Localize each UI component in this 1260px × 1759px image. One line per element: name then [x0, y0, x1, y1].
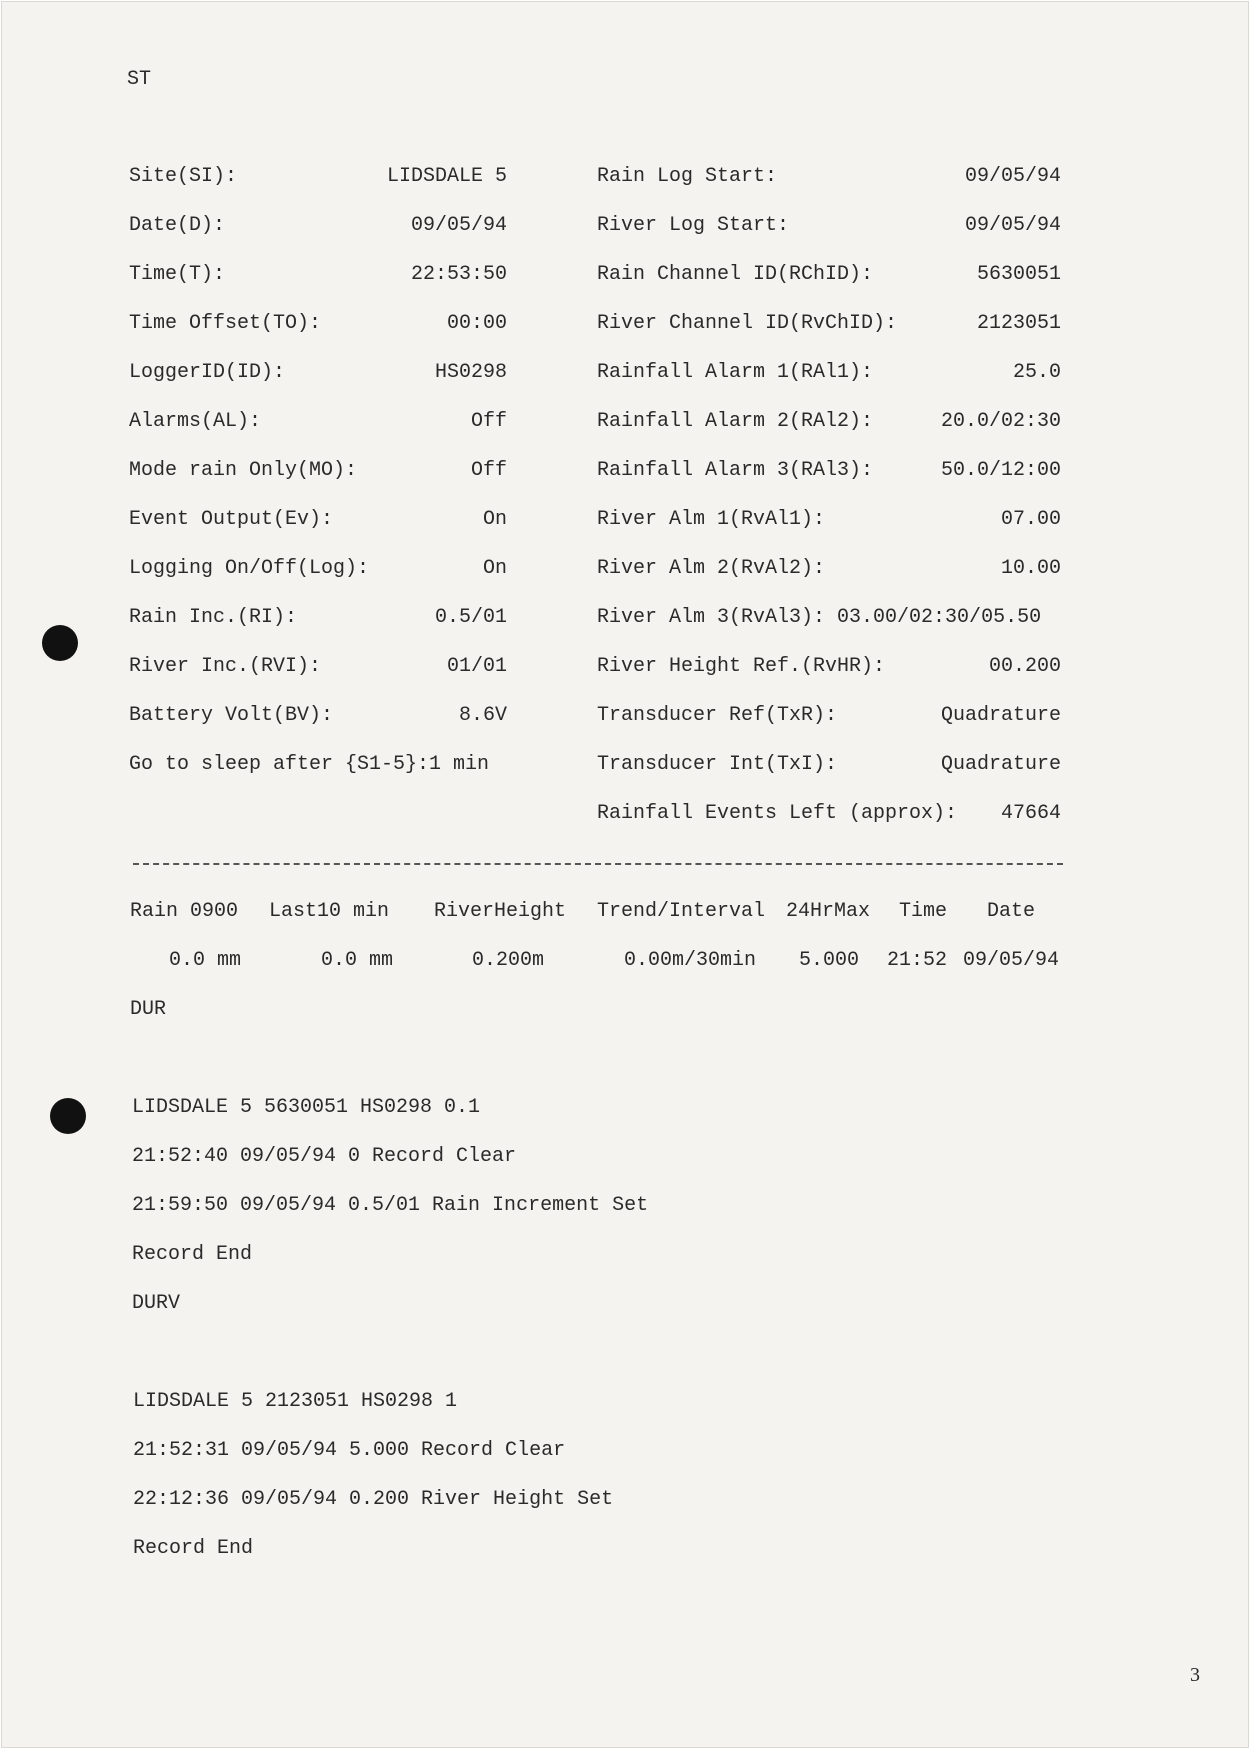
right-label: Rainfall Alarm 1(RAl1): — [597, 361, 874, 384]
durv-title: DURV — [132, 1292, 181, 1315]
left-label: River Inc.(RVI): — [129, 655, 322, 678]
right-value: 09/05/94 — [964, 214, 1061, 237]
right-label: Rainfall Alarm 3(RAl3): — [597, 459, 874, 482]
punch-hole-bottom — [50, 1098, 86, 1134]
summary-value: 5.000 — [799, 949, 860, 972]
right-value: 50.0/12:00 — [940, 459, 1061, 482]
header-code: ST — [127, 68, 152, 91]
right-value: Quadrature — [940, 753, 1061, 776]
left-label: LoggerID(ID): — [129, 361, 286, 384]
right-label: River Alm 2(RvAl2): — [597, 557, 826, 580]
right-value: 2123051 — [976, 312, 1061, 335]
summary-value: 0.00m/30min — [624, 949, 757, 972]
right-label: River Alm 1(RvAl1): — [597, 508, 826, 531]
summary-header: Last10 min — [269, 900, 390, 923]
dashed-separator — [133, 863, 1063, 865]
right-value: 10.00 — [1000, 557, 1061, 580]
summary-value: 0.0 mm — [321, 949, 394, 972]
left-value: On — [482, 557, 507, 580]
summary-header: Trend/Interval — [597, 900, 766, 923]
left-value: 0.5/01 — [434, 606, 507, 629]
document-page — [2, 2, 1248, 1747]
summary-header: RiverHeight — [434, 900, 567, 923]
right-label: River Alm 3(RvAl3): 03.00/02:30/05.50 — [597, 606, 1042, 629]
right-value: 5630051 — [976, 263, 1061, 286]
durv-line: 22:12:36 09/05/94 0.200 River Height Set — [133, 1488, 614, 1511]
left-label: Time Offset(TO): — [129, 312, 322, 335]
right-label: Rainfall Alarm 2(RAl2): — [597, 410, 874, 433]
durv-line: LIDSDALE 5 2123051 HS0298 1 — [133, 1390, 458, 1413]
right-label: Transducer Int(TxI): — [597, 753, 838, 776]
dur-line: 21:52:40 09/05/94 0 Record Clear — [132, 1145, 517, 1168]
left-value: 00:00 — [446, 312, 507, 335]
right-label: Transducer Ref(TxR): — [597, 704, 838, 727]
left-label: Battery Volt(BV): — [129, 704, 334, 727]
page-number: 3 — [1190, 1664, 1200, 1686]
summary-value: 0.200m — [472, 949, 545, 972]
right-label: River Log Start: — [597, 214, 790, 237]
left-value: 22:53:50 — [410, 263, 507, 286]
left-value: Off — [470, 410, 507, 433]
right-value: 09/05/94 — [964, 165, 1061, 188]
left-value: 09/05/94 — [410, 214, 507, 237]
dur-line: LIDSDALE 5 5630051 HS0298 0.1 — [132, 1096, 481, 1119]
summary-value: 0.0 mm — [169, 949, 242, 972]
summary-header: Date — [987, 900, 1036, 923]
right-value: 25.0 — [1012, 361, 1061, 384]
left-value: 8.6V — [458, 704, 507, 727]
durv-line: 21:52:31 09/05/94 5.000 Record Clear — [133, 1439, 566, 1462]
durv-line: Record End — [133, 1537, 254, 1560]
right-label: Rain Log Start: — [597, 165, 778, 188]
left-label: Rain Inc.(RI): — [129, 606, 298, 629]
left-value: 01/01 — [446, 655, 507, 678]
left-label: Date(D): — [129, 214, 226, 237]
dur-line: Record End — [132, 1243, 253, 1266]
summary-header: 24HrMax — [786, 900, 871, 923]
left-label: Mode rain Only(MO): — [129, 459, 358, 482]
left-value: On — [482, 508, 507, 531]
right-value: 07.00 — [1000, 508, 1061, 531]
right-value: 47664 — [1000, 802, 1061, 825]
summary-header: Rain 0900 — [130, 900, 239, 923]
left-value: Off — [470, 459, 507, 482]
summary-value: 21:52 — [887, 949, 948, 972]
left-label: Go to sleep after {S1-5}:1 min — [129, 753, 490, 776]
left-label: Logging On/Off(Log): — [129, 557, 370, 580]
summary-value: 09/05/94 — [963, 949, 1060, 972]
left-value: HS0298 — [434, 361, 507, 384]
right-value: 00.200 — [988, 655, 1061, 678]
right-value: Quadrature — [940, 704, 1061, 727]
right-label: River Channel ID(RvChID): — [597, 312, 898, 335]
right-label: Rain Channel ID(RChID): — [597, 263, 874, 286]
left-label: Alarms(AL): — [129, 410, 262, 433]
dur-line: 21:59:50 09/05/94 0.5/01 Rain Increment Set — [132, 1194, 649, 1217]
left-label: Time(T): — [129, 263, 226, 286]
summary-header: Time — [899, 900, 948, 923]
left-label: Site(SI): — [129, 165, 238, 188]
right-label: River Height Ref.(RvHR): — [597, 655, 886, 678]
right-label: Rainfall Events Left (approx): — [597, 802, 958, 825]
dur-title: DUR — [130, 998, 167, 1021]
right-value: 20.0/02:30 — [940, 410, 1061, 433]
punch-hole-top — [42, 625, 78, 661]
left-value: LIDSDALE 5 — [386, 165, 507, 188]
left-label: Event Output(Ev): — [129, 508, 334, 531]
